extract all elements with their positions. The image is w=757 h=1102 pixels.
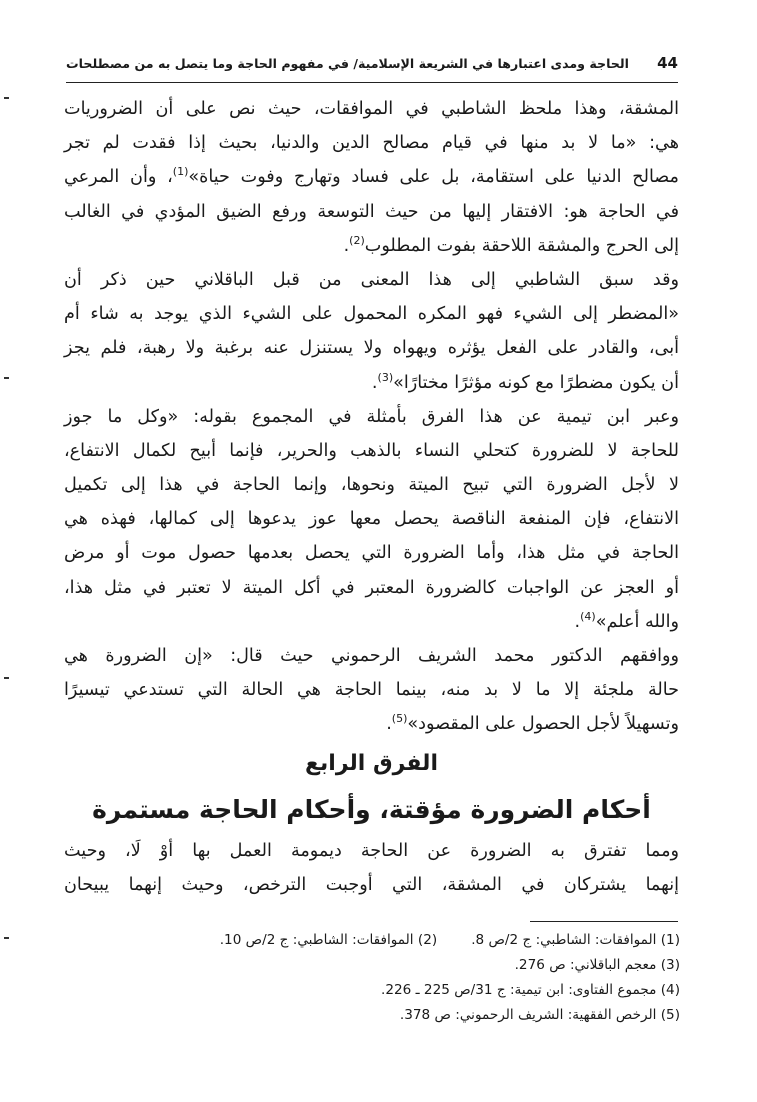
scan-mark bbox=[4, 677, 9, 679]
section-heading: الفرق الرابع bbox=[305, 750, 438, 776]
text-line bbox=[64, 229, 679, 263]
text-line: «المضطر إلى الشيء فهو المكره المحمول على الشيء الذي يوجد به شاء أم bbox=[64, 304, 679, 325]
text-segment: أن يكون مضطرًا مع كونه مؤثرًا مختارًا» bbox=[393, 372, 679, 393]
text-line bbox=[64, 366, 679, 400]
section-title: أحكام الضرورة مؤقتة، وأحكام الحاجة مستمرة bbox=[92, 794, 651, 824]
footnotes bbox=[100, 928, 680, 1028]
footnote-divider bbox=[530, 921, 678, 922]
footnote-ref: (2) bbox=[349, 233, 365, 247]
scan-mark bbox=[4, 97, 9, 99]
footnote: (5) الرخص الفقهية: الشريف الرحموني: ص 378. bbox=[399, 1007, 680, 1023]
scan-mark bbox=[4, 377, 9, 379]
text-line: إنهما يشتركان في المشقة، التي أوجبت الترخص، وحيث إنهما يبيحان bbox=[64, 874, 679, 895]
text-line: ووافقهم الدكتور محمد الشريف الرحموني حيث قال: «إن الضرورة هي bbox=[64, 646, 679, 666]
text-line bbox=[64, 160, 679, 194]
footnote: (1) الموافقات: الشاطبي: ج 2/ص 8. bbox=[471, 932, 680, 948]
scan-mark bbox=[4, 937, 9, 939]
footnote-line bbox=[100, 928, 680, 953]
text-segment: مصالح الدنيا على استقامة، بل على فساد وتهارج وفوت حياة» bbox=[188, 167, 679, 188]
footnote: (4) مجموع الفتاوى: ابن تيمية: ج 31/ص 225 ـ 226. bbox=[381, 982, 680, 998]
text-line: الانتفاع، فإن المنفعة الناقصة يحصل معها عوز يدعوها إلى كمالها، فهذه هي bbox=[64, 509, 679, 530]
text-segment: . bbox=[343, 235, 350, 256]
text-line: المشقة، وهذا ملحظ الشاطبي في الموافقات، حيث نص على أن الضروريات bbox=[64, 99, 679, 119]
text-line: في الحاجة هو: الافتقار إليها من حيث التوسعة ورفع الضيق المؤدي في الغالب bbox=[64, 201, 679, 222]
running-head: الحاجة ومدى اعتبارها في الشريعة الإسلامية/ في مفهوم الحاجة وما يتصل به من مصطلحات bbox=[66, 56, 629, 71]
text-line: أبى، والقادر على الفعل يؤثره ويهواه ولا يستنزل عنه برغبة ولا رهبة، فلم يجز bbox=[64, 338, 679, 359]
text-line bbox=[64, 707, 679, 741]
text-segment: والله أعلم» bbox=[595, 611, 679, 632]
page-header bbox=[66, 52, 678, 83]
text-segment: . bbox=[574, 611, 581, 632]
text-line bbox=[64, 605, 679, 639]
text-segment: . bbox=[386, 714, 392, 735]
body-text bbox=[64, 92, 679, 902]
footnote-ref: (3) bbox=[377, 370, 394, 384]
text-line: هي: «ما لا بد منها في قيام مصالح الدين والدنيا، بحيث إذا فقدت لم تجر bbox=[64, 133, 679, 154]
text-line: لا لأجل الضرورة التي تبيح الميتة ونحوها، وإنما الحاجة في هذا إلى تكميل bbox=[64, 475, 679, 496]
footnote-ref: (1) bbox=[172, 165, 189, 179]
text-line: حالة ملجئة إلا ما لا بد منه، بينما الحاجة هي الحالة التي تستدعي تيسيرًا bbox=[64, 680, 679, 701]
text-line: وقد سبق الشاطبي إلى هذا المعنى من قبل الباقلاني حين ذكر أن bbox=[64, 269, 679, 290]
paragraph bbox=[64, 400, 679, 639]
text-segment: إلى الحرج والمشقة اللاحقة بفوت المطلوب bbox=[364, 235, 679, 256]
text-line: الحاجة في مثل هذا، وأما الضرورة التي يحصل بعدمها حصول موت أو مرض bbox=[64, 543, 679, 564]
text-line: وعبر ابن تيمية عن هذا الفرق بأمثلة في المجموع بقوله: «وكل ما جوز bbox=[64, 406, 679, 427]
text-line: أو العجز عن الواجبات كالضرورة المعتبر في أكل الميتة لا تعتبر في مثل هذا، bbox=[64, 577, 679, 598]
paragraph bbox=[64, 263, 679, 400]
paragraph bbox=[64, 639, 679, 742]
paragraph bbox=[64, 92, 679, 263]
text-segment: وتسهيلاً لأجل الحصول على المقصود» bbox=[407, 714, 679, 735]
text-line: ومما تفترق به الضرورة عن الحاجة ديمومة العمل بها أوْ لَا، وحيث bbox=[64, 840, 679, 861]
footnote: (3) معجم الباقلاني: ص 276. bbox=[514, 957, 680, 973]
footnote: (2) الموافقات: الشاطبي: ج 2/ص 10. bbox=[219, 932, 438, 948]
text-segment: ، وأن المرعي bbox=[64, 167, 173, 188]
page-number: 44 bbox=[657, 54, 678, 72]
paragraph bbox=[64, 834, 679, 902]
footnote-ref: (5) bbox=[391, 712, 408, 726]
text-segment: . bbox=[371, 372, 378, 393]
footnote-ref: (4) bbox=[580, 609, 596, 623]
text-line: للحاجة لا للضرورة كتحلي النساء بالذهب والحرير، فإنما أبيح لكمال الانتفاع، bbox=[64, 440, 679, 461]
